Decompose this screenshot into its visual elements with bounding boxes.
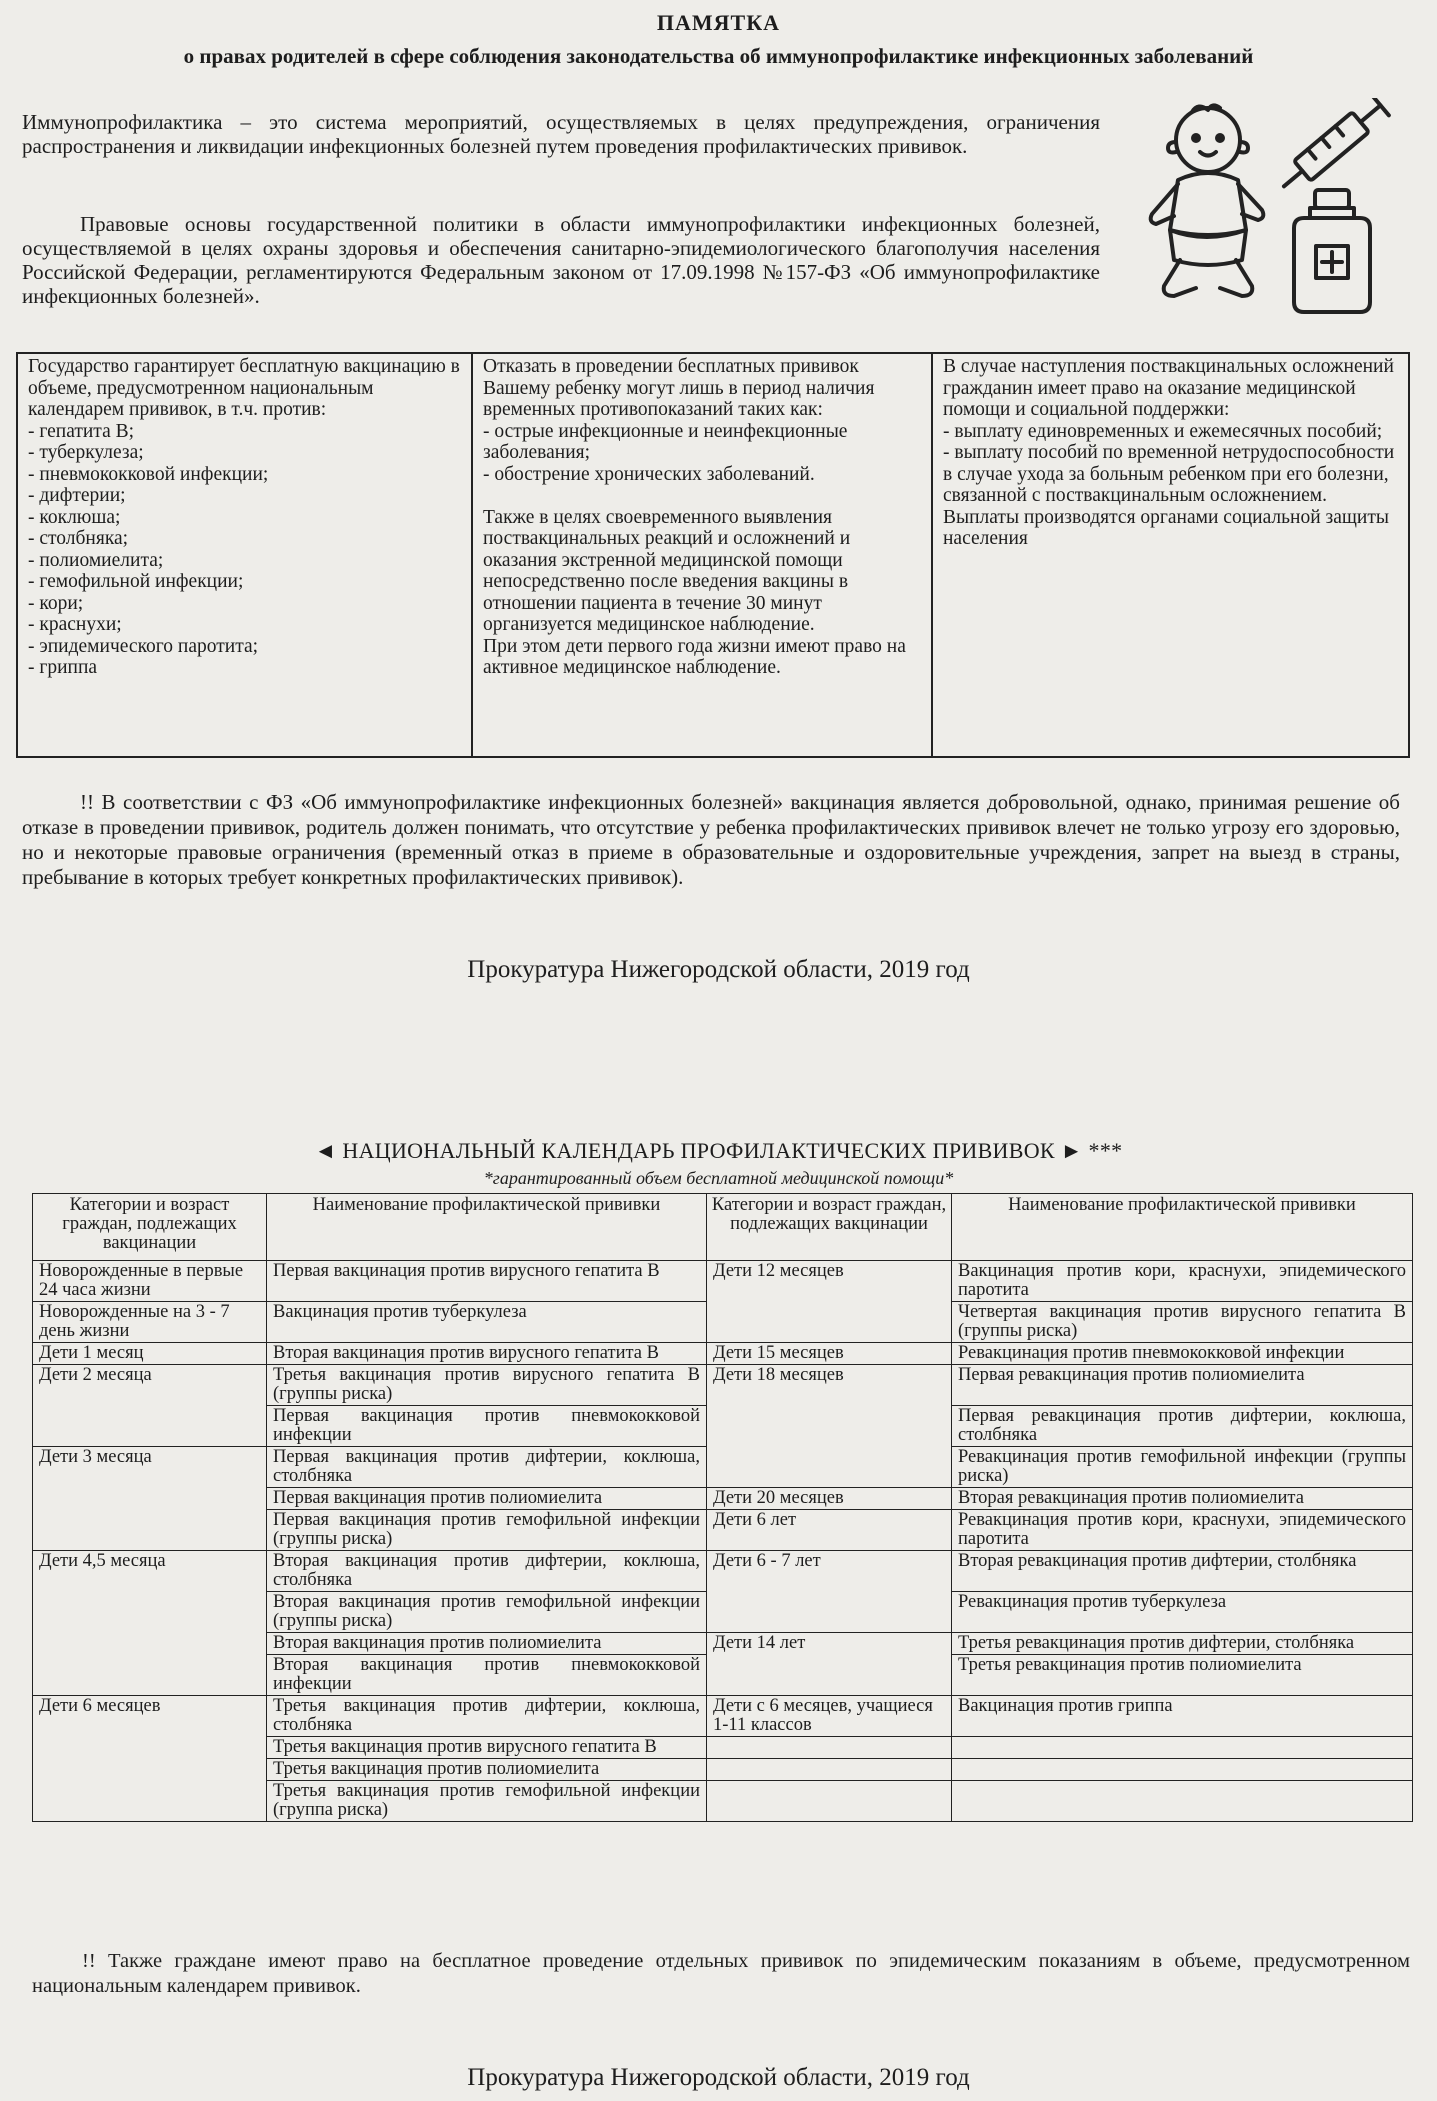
signature-bottom: Прокуратура Нижегородской области, 2019 год [467, 2064, 970, 2091]
vaccination-name: Вакцинация против туберкулеза [267, 1302, 707, 1343]
vaccination-name: Первая вакцинация против полиомиелита [267, 1488, 707, 1510]
age-category: Дети 6 лет [707, 1510, 952, 1551]
empty-cell [707, 1781, 952, 1822]
vaccination-name: Ревакцинация против кори, краснухи, эпидемического паротита [952, 1510, 1413, 1551]
vaccination-name: Вторая ревакцинация против дифтерии, столбняка [952, 1551, 1413, 1592]
rights-complications-support: В случае наступления поствакцинальных осложнений гражданин имеет право на оказание медицинской помощи и социальной поддержки: - выплату единовременных и ежемесячных пособий; - выплату пособий по временной нетрудоспособности в случае ухода за больным ребенком при его болезни, связанной с поствакцинальным осложнением. Выплаты производятся органами социальной защиты населения [932, 353, 1409, 757]
document-title: ПАМЯТКА [656, 10, 781, 35]
empty-cell [952, 1759, 1413, 1781]
vaccination-name: Третья вакцинация против вирусного гепатита В (группы риска) [267, 1365, 707, 1406]
age-category: Дети 3 месяца [33, 1447, 267, 1551]
calendar-subtitle: *гарантированный объем бесплатной медицинской помощи* [483, 1168, 954, 1188]
vaccination-name: Первая ревакцинация против полиомиелита [952, 1365, 1413, 1406]
baby-vaccine-icon [1140, 98, 1420, 338]
empty-cell [707, 1759, 952, 1781]
empty-cell [952, 1737, 1413, 1759]
vaccination-name: Первая вакцинация против гемофильной инфекции (группы риска) [267, 1510, 707, 1551]
age-category: Дети 18 месяцев [707, 1365, 952, 1488]
rights-table [16, 352, 1410, 758]
table-row [33, 1261, 1413, 1302]
vaccination-name: Третья вакцинация против полиомиелита [267, 1759, 707, 1781]
vaccination-name: Вторая ревакцинация против полиомиелита [952, 1488, 1413, 1510]
age-category: Дети с 6 месяцев, учащиеся 1-11 классов [707, 1696, 952, 1737]
column-header: Категории и возраст граждан, подлежащих вакцинации [33, 1194, 267, 1261]
table-row [33, 1343, 1413, 1365]
signature-top: Прокуратура Нижегородской области, 2019 год [467, 956, 970, 983]
vaccination-name: Третья ревакцинация против полиомиелита [952, 1655, 1413, 1696]
age-category: Дети 6 - 7 лет [707, 1551, 952, 1633]
age-category: Дети 15 месяцев [707, 1343, 952, 1365]
vaccination-name: Ревакцинация против туберкулеза [952, 1592, 1413, 1633]
age-category: Новорожденные на 3 - 7 день жизни [33, 1302, 267, 1343]
calendar-title: ◄ НАЦИОНАЛЬНЫЙ КАЛЕНДАРЬ ПРОФИЛАКТИЧЕСКИХ ПРИВИВОК ► *** [314, 1138, 1123, 1163]
epidemic-indications-note: !! Также граждане имеют право на бесплатное проведение отдельных прививок по эпидемическим показаниям в объеме, предусмотренном национальным календарем прививок. [32, 1950, 1410, 1997]
table-row [33, 1365, 1413, 1406]
age-category: Дети 12 месяцев [707, 1261, 952, 1343]
vaccination-calendar-table [32, 1193, 1413, 1822]
age-category: Новорожденные в первые 24 часа жизни [33, 1261, 267, 1302]
table-row [33, 1696, 1413, 1737]
vaccination-name: Ревакцинация против гемофильной инфекции (группы риска) [952, 1447, 1413, 1488]
vaccination-name: Третья вакцинация против дифтерии, коклюша, столбняка [267, 1696, 707, 1737]
vaccination-name: Первая вакцинация против дифтерии, коклюша, столбняка [267, 1447, 707, 1488]
vaccination-name: Вакцинация против кори, краснухи, эпидемического паротита [952, 1261, 1413, 1302]
column-header: Наименование профилактической прививки [952, 1194, 1413, 1261]
voluntary-vaccination-note: !! В соответствии с ФЗ «Об иммунопрофилактике инфекционных болезней» вакцинация является добровольной, однако, принимая решение об отказе в проведении прививок, родитель должен понимать, что отсутствие у ребенка профилактических прививок влечет не только угрозу его здоровью, но и некоторые правовые ограничения (временный отказ в приеме в образовательные и оздоровительные учреждения, запрет на выезд в страны, пребывание в которых требует конкретных профилактических прививок). [22, 790, 1400, 889]
intro-paragraph-1: Иммунопрофилактика – это система мероприятий, осуществляемых в целях предупреждения, ограничения распространения и ликвидации инфекционных болезней путем проведения профилактических прививок. [22, 110, 1100, 158]
age-category: Дети 1 месяц [33, 1343, 267, 1365]
rights-contraindications: Отказать в проведении бесплатных прививок Вашему ребенку могут лишь в период наличия временных противопоказаний таких как: - острые инфекционные и неинфекционные заболевания; - обострение хронических заболеваний. Также в целях своевременного выявления поствакцинальных реакций и осложнений и оказания экстренной медицинской помощи непосредственно после введения вакцины в отношении пациента в течение 30 минут организуется медицинское наблюдение. При этом дети первого года жизни имеют право на активное медицинское наблюдение. [472, 353, 932, 757]
calendar-header-row [33, 1194, 1413, 1261]
age-category: Дети 20 месяцев [707, 1488, 952, 1510]
age-category: Дети 4,5 месяца [33, 1551, 267, 1696]
age-category: Дети 6 месяцев [33, 1696, 267, 1822]
intro-paragraph-2: Правовые основы государственной политики в области иммунопрофилактики инфекционных болезней, осуществляемой в целях охраны здоровья и обеспечения санитарно-эпидемиологического благополучия населения Российской Федерации, регламентируются Федеральным законом от 17.09.1998 №157-ФЗ «Об иммунопрофилактике инфекционных болезней». [22, 212, 1100, 308]
vaccination-name: Третья вакцинация против гемофильной инфекции (группа риска) [267, 1781, 707, 1822]
empty-cell [707, 1737, 952, 1759]
vaccination-name: Первая вакцинация против вирусного гепатита В [267, 1261, 707, 1302]
vaccination-name: Первая вакцинация против пневмококковой инфекции [267, 1406, 707, 1447]
table-row [33, 1551, 1413, 1592]
column-header: Категории и возраст граждан, подлежащих вакцинации [707, 1194, 952, 1261]
vaccination-name: Ревакцинация против пневмококковой инфекции [952, 1343, 1413, 1365]
rights-free-vaccination: Государство гарантирует бесплатную вакцинацию в объеме, предусмотренном национальным календарем прививок, в т.ч. против: - гепатита В; - туберкулеза; - пневмококковой инфекции; - дифтерии; - коклюша; - столбняка; - полиомиелита; - гемофильной инфекции; - кори; - краснухи; - эпидемического паротита; - гриппа [17, 353, 472, 757]
document-subtitle: о правах родителей в сфере соблюдения законодательства об иммунопрофилактике инфекционных заболеваний [183, 44, 1254, 68]
vaccination-name: Первая ревакцинация против дифтерии, коклюша, столбняка [952, 1406, 1413, 1447]
age-category: Дети 14 лет [707, 1633, 952, 1696]
vaccination-name: Вторая вакцинация против пневмококковой инфекции [267, 1655, 707, 1696]
vaccination-name: Третья вакцинация против вирусного гепатита В [267, 1737, 707, 1759]
column-header: Наименование профилактической прививки [267, 1194, 707, 1261]
age-category: Дети 2 месяца [33, 1365, 267, 1447]
vaccination-name: Четвертая вакцинация против вирусного гепатита В (группы риска) [952, 1302, 1413, 1343]
empty-cell [952, 1781, 1413, 1822]
vaccination-name: Вторая вакцинация против дифтерии, коклюша, столбняка [267, 1551, 707, 1592]
vaccination-name: Вторая вакцинация против гемофильной инфекции (группы риска) [267, 1592, 707, 1633]
vaccination-name: Вторая вакцинация против вирусного гепатита В [267, 1343, 707, 1365]
vaccination-name: Вакцинация против гриппа [952, 1696, 1413, 1737]
vaccination-name: Вторая вакцинация против полиомиелита [267, 1633, 707, 1655]
vaccination-name: Третья ревакцинация против дифтерии, столбняка [952, 1633, 1413, 1655]
